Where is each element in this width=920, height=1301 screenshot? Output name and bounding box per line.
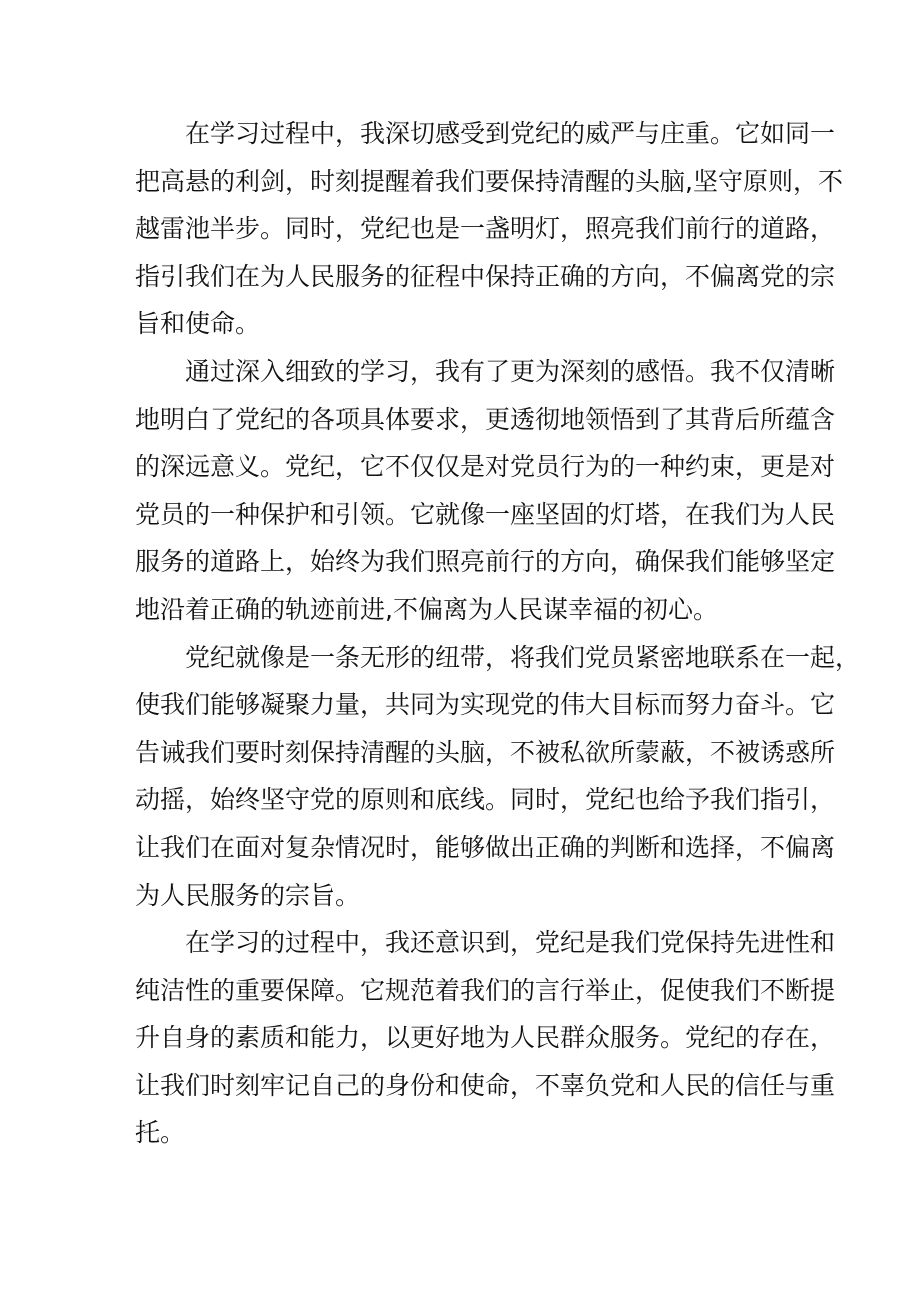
paragraph-line: 通过深入细致的学习，我有了更为深刻的感悟。我不仅清晰 — [185, 356, 836, 386]
paragraph-line: 地明白了党纪的各项具体要求，更透彻地领悟到了其背后所蕴含 — [135, 404, 836, 434]
paragraph-line: 指引我们在为人民服务的征程中保持正确的方向，不偏离党的宗 — [135, 261, 836, 291]
paragraph-line: 在学习过程中，我深切感受到党纪的威严与庄重。它如同一 — [185, 119, 836, 148]
paragraph-4 — [135, 919, 836, 1157]
paragraph-line: 让我们在面对复杂情况时，能够做出正确的判断和选择，不偏离 — [135, 832, 836, 862]
paragraph-line: 党员的一种保护和引领。它就像一座坚固的灯塔，在我们为人民 — [135, 499, 836, 529]
paragraph-line: 为人民服务的宗旨。 — [135, 880, 361, 910]
document-body — [135, 110, 861, 1157]
paragraph-line: 把高悬的利剑，时刻提醒着我们要保持清醒的头脑,坚守原则，不 — [135, 166, 843, 196]
paragraph-line: 使我们能够凝聚力量，共同为实现党的伟大目标而努力奋斗。它 — [135, 690, 836, 720]
paragraph-1 — [135, 110, 843, 348]
paragraph-line: 让我们时刻牢记自己的身份和使命，不辜负党和人民的信任与重 — [135, 1070, 836, 1100]
paragraph-line: 地沿着正确的轨迹前进,不偏离为人民谋幸福的初心。 — [135, 594, 718, 624]
paragraph-line: 告诫我们要时刻保持清醒的头脑，不被私欲所蒙蔽，不被诱惑所 — [135, 737, 836, 767]
paragraph-line: 纯洁性的重要保障。它规范着我们的言行举止，促使我们不断提 — [135, 975, 836, 1005]
paragraph-line: 党纪就像是一条无形的纽带，将我们党员紧密地联系在一起， — [185, 642, 861, 672]
paragraph-2 — [135, 348, 836, 634]
paragraph-line: 升自身的素质和能力，以更好地为人民群众服务。党纪的存在， — [135, 1023, 836, 1053]
paragraph-line: 旨和使命。 — [135, 309, 261, 339]
paragraph-line: 的深远意义。党纪，它不仅仅是对党员行为的一种约束，更是对 — [135, 452, 836, 482]
paragraph-3 — [135, 634, 861, 920]
paragraph-line: 托。 — [135, 1118, 186, 1148]
paragraph-line: 服务的道路上，始终为我们照亮前行的方向，确保我们能够坚定 — [135, 547, 836, 577]
paragraph-line: 在学习的过程中，我还意识到，党纪是我们党保持先进性和 — [185, 928, 836, 958]
paragraph-line: 动摇，始终坚守党的原则和底线。同时，党纪也给予我们指引， — [135, 785, 836, 815]
paragraph-line: 越雷池半步。同时，党纪也是一盏明灯，照亮我们前行的道路， — [135, 214, 836, 244]
